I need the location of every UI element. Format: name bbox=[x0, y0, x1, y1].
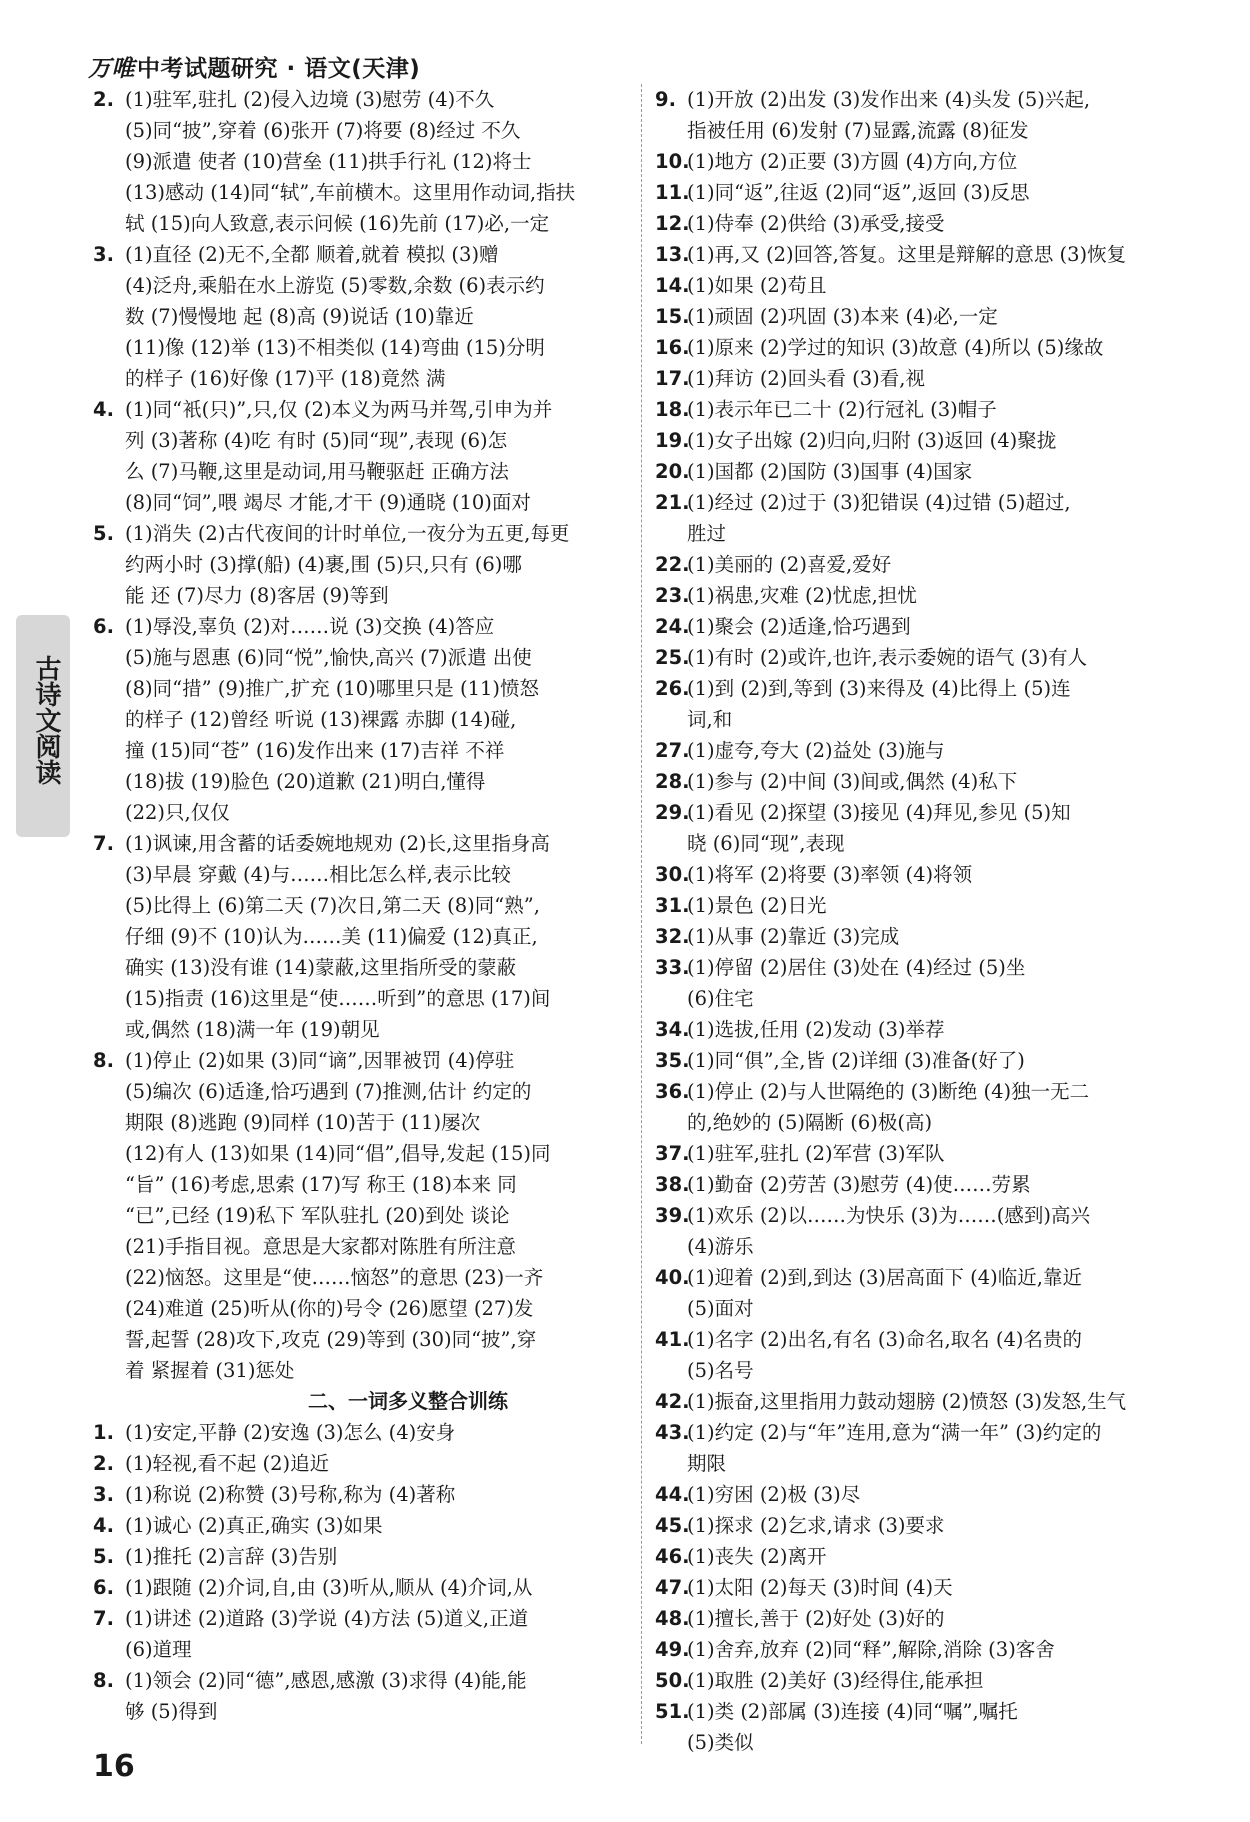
answer-item bbox=[655, 1262, 1185, 1324]
answer-number: 45. bbox=[655, 1514, 690, 1537]
answer-number: 6. bbox=[93, 1576, 114, 1599]
answer-item bbox=[655, 921, 1185, 952]
answer-item bbox=[93, 518, 633, 611]
answer-line: (12)有人 (13)如果 (14)同“倡”,倡导,发起 (15)同 bbox=[125, 1142, 551, 1165]
answer-line: (4)游乐 bbox=[687, 1235, 754, 1258]
answer-number: 3. bbox=[93, 1483, 114, 1506]
answer-line: 仔细 (9)不 (10)认为……美 (11)偏爱 (12)真正, bbox=[125, 925, 538, 948]
answer-number: 49. bbox=[655, 1638, 690, 1661]
answer-line: 够 (5)得到 bbox=[125, 1700, 218, 1723]
answer-item bbox=[93, 1510, 633, 1541]
answer-number: 7. bbox=[93, 1607, 114, 1630]
answer-line: (1)丧失 (2)离开 bbox=[687, 1545, 827, 1568]
answer-item bbox=[93, 1665, 633, 1727]
answer-number: 8. bbox=[93, 1669, 114, 1692]
answer-line: (1)约定 (2)与“年”连用,意为“满一年” (3)约定的 bbox=[687, 1421, 1102, 1444]
answer-number: 4. bbox=[93, 398, 114, 421]
answer-item bbox=[655, 952, 1185, 1014]
answer-item bbox=[93, 1448, 633, 1479]
answer-item bbox=[655, 890, 1185, 921]
answer-item bbox=[655, 177, 1185, 208]
answer-line: (18)拔 (19)脸色 (20)道歉 (21)明白,懂得 bbox=[125, 770, 486, 793]
answer-number: 42. bbox=[655, 1390, 690, 1413]
answer-line: (1)探求 (2)乞求,请求 (3)要求 bbox=[687, 1514, 945, 1537]
answer-item bbox=[655, 146, 1185, 177]
answer-item bbox=[93, 239, 633, 394]
answer-number: 13. bbox=[655, 243, 690, 266]
answer-item bbox=[655, 1696, 1185, 1758]
answer-item bbox=[655, 611, 1185, 642]
answer-number: 28. bbox=[655, 770, 690, 793]
answer-item bbox=[655, 456, 1185, 487]
answer-number: 21. bbox=[655, 491, 690, 514]
answer-line: (8)同“饲”,喂 竭尽 才能,才干 (9)通晓 (10)面对 bbox=[125, 491, 531, 514]
answer-line: (1)选拔,任用 (2)发动 (3)举荐 bbox=[687, 1018, 945, 1041]
answer-line: (15)指责 (16)这里是“使……听到”的意思 (17)间 bbox=[125, 987, 551, 1010]
answer-line: 约两小时 (3)撑(船) (4)裹,围 (5)只,只有 (6)哪 bbox=[125, 553, 522, 576]
answer-line: (1)拜访 (2)回头看 (3)看,视 bbox=[687, 367, 925, 390]
answer-item bbox=[655, 859, 1185, 890]
page-header bbox=[88, 50, 420, 83]
answer-line: (1)消失 (2)古代夜间的计时单位,一夜分为五更,每更 bbox=[125, 522, 570, 545]
column-divider bbox=[641, 84, 642, 1744]
answer-line: (1)景色 (2)日光 bbox=[687, 894, 827, 917]
answer-line: 的样子 (16)好像 (17)平 (18)竟然 满 bbox=[125, 367, 446, 390]
answer-line: (1)再,又 (2)回答,答复。这里是辩解的意思 (3)恢复 bbox=[687, 243, 1127, 266]
answer-number: 4. bbox=[93, 1514, 114, 1537]
answer-line: (1)聚会 (2)适逢,恰巧遇到 bbox=[687, 615, 911, 638]
answer-item bbox=[655, 1169, 1185, 1200]
answer-line: (1)勤奋 (2)劳苦 (3)慰劳 (4)使……劳累 bbox=[687, 1173, 1031, 1196]
answer-item bbox=[655, 1541, 1185, 1572]
answer-item bbox=[93, 828, 633, 1045]
answer-line: 誓,起誓 (28)攻下,攻克 (29)等到 (30)同“披”,穿 bbox=[125, 1328, 537, 1351]
answer-number: 17. bbox=[655, 367, 690, 390]
answer-item bbox=[93, 1572, 633, 1603]
answer-line: (1)跟随 (2)介词,自,由 (3)听从,顺从 (4)介词,从 bbox=[125, 1576, 533, 1599]
answer-line: (1)停止 (2)与人世隔绝的 (3)断绝 (4)独一无二 bbox=[687, 1080, 1090, 1103]
answer-line: 么 (7)马鞭,这里是动词,用马鞭驱赶 正确方法 bbox=[125, 460, 509, 483]
answer-list-part-two bbox=[93, 1417, 633, 1727]
answer-line: 的,绝妙的 (5)隔断 (6)极(高) bbox=[687, 1111, 933, 1134]
answer-number: 51. bbox=[655, 1700, 690, 1723]
answer-number: 12. bbox=[655, 212, 690, 235]
answer-item bbox=[93, 1603, 633, 1665]
answer-item bbox=[655, 1045, 1185, 1076]
answer-line: (1)参与 (2)中间 (3)间或,偶然 (4)私下 bbox=[687, 770, 1018, 793]
answer-number: 30. bbox=[655, 863, 690, 886]
answer-line: (24)难道 (25)听从(你的)号令 (26)愿望 (27)发 bbox=[125, 1297, 534, 1320]
answer-line: 期限 (8)逃跑 (9)同样 (10)苦于 (11)屡次 bbox=[125, 1111, 481, 1134]
answer-item bbox=[93, 1541, 633, 1572]
answer-item bbox=[655, 1386, 1185, 1417]
answer-line: (3)早晨 穿戴 (4)与……相比怎么样,表示比较 bbox=[125, 863, 511, 886]
answer-number: 23. bbox=[655, 584, 690, 607]
answer-item bbox=[655, 394, 1185, 425]
answer-line: 列 (3)著称 (4)吃 有时 (5)同“现”,表现 (6)怎 bbox=[125, 429, 508, 452]
answer-item bbox=[93, 1417, 633, 1448]
answer-number: 16. bbox=[655, 336, 690, 359]
answer-number: 15. bbox=[655, 305, 690, 328]
answer-number: 40. bbox=[655, 1266, 690, 1289]
answer-item bbox=[655, 239, 1185, 270]
answer-line: 或,偶然 (18)满一年 (19)朝见 bbox=[125, 1018, 380, 1041]
answer-line: (1)驻军,驻扎 (2)侵入边境 (3)慰劳 (4)不久 bbox=[125, 88, 495, 111]
answer-line: 词,和 bbox=[687, 708, 733, 731]
answer-number: 11. bbox=[655, 181, 690, 204]
answer-line: 数 (7)慢慢地 起 (8)高 (9)说话 (10)靠近 bbox=[125, 305, 474, 328]
answer-list-right bbox=[655, 84, 1185, 1758]
answer-number: 31. bbox=[655, 894, 690, 917]
answer-number: 32. bbox=[655, 925, 690, 948]
answer-line: (1)直径 (2)无不,全都 顺着,就着 模拟 (3)赠 bbox=[125, 243, 499, 266]
answer-line: (6)道理 bbox=[125, 1638, 192, 1661]
answer-line: (1)领会 (2)同“德”,感恩,感激 (3)求得 (4)能,能 bbox=[125, 1669, 527, 1692]
answer-line: (1)称说 (2)称赞 (3)号称,称为 (4)著称 bbox=[125, 1483, 456, 1506]
section-title: 二、一词多义整合训练 bbox=[308, 1389, 508, 1413]
answer-line: 的样子 (12)曾经 听说 (13)裸露 赤脚 (14)碰, bbox=[125, 708, 517, 731]
answer-number: 38. bbox=[655, 1173, 690, 1196]
answer-line: (1)推托 (2)言辞 (3)告别 bbox=[125, 1545, 338, 1568]
answer-line: (1)从事 (2)靠近 (3)完成 bbox=[687, 925, 900, 948]
answer-number: 34. bbox=[655, 1018, 690, 1041]
answer-number: 35. bbox=[655, 1049, 690, 1072]
brand-logo: 万唯 bbox=[88, 56, 135, 82]
answer-item bbox=[655, 1138, 1185, 1169]
answer-number: 50. bbox=[655, 1669, 690, 1692]
answer-item bbox=[93, 394, 633, 518]
answer-number: 43. bbox=[655, 1421, 690, 1444]
answer-line: (5)编次 (6)适逢,恰巧遇到 (7)推测,估计 约定的 bbox=[125, 1080, 532, 1103]
answer-line: 晓 (6)同“现”,表现 bbox=[687, 832, 845, 855]
answer-number: 22. bbox=[655, 553, 690, 576]
answer-line: (1)看见 (2)探望 (3)接见 (4)拜见,参见 (5)知 bbox=[687, 801, 1071, 824]
book-title: 中考试题研究 · 语文(天津) bbox=[137, 56, 421, 82]
answer-item bbox=[655, 425, 1185, 456]
answer-item bbox=[655, 1634, 1185, 1665]
answer-line: (1)穷困 (2)极 (3)尽 bbox=[687, 1483, 861, 1506]
answer-line: (1)到 (2)到,等到 (3)来得及 (4)比得上 (5)连 bbox=[687, 677, 1071, 700]
answer-number: 1. bbox=[93, 1421, 114, 1444]
answer-item bbox=[655, 766, 1185, 797]
answer-number: 14. bbox=[655, 274, 690, 297]
answer-number: 18. bbox=[655, 398, 690, 421]
answer-line: (1)原来 (2)学过的知识 (3)故意 (4)所以 (5)缘故 bbox=[687, 336, 1104, 359]
answer-number: 6. bbox=[93, 615, 114, 638]
answer-line: (5)比得上 (6)第二天 (7)次日,第二天 (8)同“熟”, bbox=[125, 894, 540, 917]
answer-line: (1)同“俱”,全,皆 (2)详细 (3)准备(好了) bbox=[687, 1049, 1025, 1072]
answer-line: 轼 (15)向人致意,表示问候 (16)先前 (17)必,一定 bbox=[125, 212, 550, 235]
answer-item bbox=[655, 549, 1185, 580]
answer-line: (1)太阳 (2)每天 (3)时间 (4)天 bbox=[687, 1576, 953, 1599]
left-column bbox=[93, 84, 633, 1727]
answer-item bbox=[655, 332, 1185, 363]
answer-line: (1)经过 (2)过于 (3)犯错误 (4)过错 (5)超过, bbox=[687, 491, 1071, 514]
answer-line: (1)轻视,看不起 (2)追近 bbox=[125, 1452, 330, 1475]
answer-line: (1)有时 (2)或许,也许,表示委婉的语气 (3)有人 bbox=[687, 646, 1088, 669]
answer-line: (22)恼怒。这里是“使……恼怒”的意思 (23)一齐 bbox=[125, 1266, 544, 1289]
answer-line: (1)顽固 (2)巩固 (3)本来 (4)必,一定 bbox=[687, 305, 998, 328]
answer-item bbox=[655, 735, 1185, 766]
answer-line: (1)停留 (2)居住 (3)处在 (4)经过 (5)坐 bbox=[687, 956, 1026, 979]
answer-number: 10. bbox=[655, 150, 690, 173]
answer-line: (1)安定,平静 (2)安逸 (3)怎么 (4)安身 bbox=[125, 1421, 456, 1444]
right-column bbox=[655, 84, 1185, 1758]
answer-line: (1)祸患,灾难 (2)忧虑,担忧 bbox=[687, 584, 917, 607]
answer-item bbox=[655, 1603, 1185, 1634]
answer-line: (1)辱没,辜负 (2)对……说 (3)交换 (4)答应 bbox=[125, 615, 495, 638]
answer-item bbox=[655, 1324, 1185, 1386]
answer-line: (1)振奋,这里指用力鼓动翅膀 (2)愤怒 (3)发怒,生气 bbox=[687, 1390, 1127, 1413]
answer-number: 25. bbox=[655, 646, 690, 669]
answer-number: 3. bbox=[93, 243, 114, 266]
answer-line: (11)像 (12)举 (13)不相类似 (14)弯曲 (15)分明 bbox=[125, 336, 545, 359]
answer-number: 8. bbox=[93, 1049, 114, 1072]
side-tab-label: 古诗文阅读 bbox=[31, 655, 61, 785]
answer-line: (1)侍奉 (2)供给 (3)承受,接受 bbox=[687, 212, 945, 235]
answer-line: “已”,已经 (19)私下 军队驻扎 (20)到处 谈论 bbox=[125, 1204, 510, 1227]
answer-number: 46. bbox=[655, 1545, 690, 1568]
answer-number: 5. bbox=[93, 1545, 114, 1568]
answer-item bbox=[655, 487, 1185, 549]
answer-item bbox=[655, 1200, 1185, 1262]
answer-number: 48. bbox=[655, 1607, 690, 1630]
answer-number: 41. bbox=[655, 1328, 690, 1351]
answer-item bbox=[655, 1510, 1185, 1541]
answer-number: 9. bbox=[655, 88, 676, 111]
answer-number: 20. bbox=[655, 460, 690, 483]
answer-item bbox=[655, 797, 1185, 859]
answer-item bbox=[93, 611, 633, 828]
answer-line: 指被任用 (6)发射 (7)显露,流露 (8)征发 bbox=[687, 119, 1029, 142]
answer-line: (1)女子出嫁 (2)归向,归附 (3)返回 (4)聚拢 bbox=[687, 429, 1057, 452]
answer-line: (1)表示年已二十 (2)行冠礼 (3)帽子 bbox=[687, 398, 997, 421]
answer-line: (1)国都 (2)国防 (3)国事 (4)国家 bbox=[687, 460, 973, 483]
answer-item bbox=[655, 1014, 1185, 1045]
answer-number: 24. bbox=[655, 615, 690, 638]
answer-item bbox=[655, 642, 1185, 673]
answer-number: 33. bbox=[655, 956, 690, 979]
answer-item bbox=[655, 1665, 1185, 1696]
answer-item bbox=[93, 1045, 633, 1386]
answer-number: 36. bbox=[655, 1080, 690, 1103]
answer-line: 期限 bbox=[687, 1452, 727, 1475]
answer-line: (1)地方 (2)正要 (3)方圆 (4)方向,方位 bbox=[687, 150, 1018, 173]
answer-item bbox=[655, 1417, 1185, 1479]
answer-line: 着 紧握着 (31)惩处 bbox=[125, 1359, 295, 1382]
answer-line: (1)停止 (2)如果 (3)同“谪”,因罪被罚 (4)停驻 bbox=[125, 1049, 515, 1072]
answer-number: 26. bbox=[655, 677, 690, 700]
answer-item bbox=[655, 1076, 1185, 1138]
answer-line: (1)虚夸,夸大 (2)益处 (3)施与 bbox=[687, 739, 945, 762]
answer-line: (1)驻军,驻扎 (2)军营 (3)军队 bbox=[687, 1142, 945, 1165]
answer-line: (4)泛舟,乘船在水上游览 (5)零数,余数 (6)表示约 bbox=[125, 274, 545, 297]
answer-line: (1)迎着 (2)到,到达 (3)居高面下 (4)临近,靠近 bbox=[687, 1266, 1082, 1289]
answer-line: (1)诚心 (2)真正,确实 (3)如果 bbox=[125, 1514, 383, 1537]
answer-line: 撞 (15)同“苍” (16)发作出来 (17)吉祥 不祥 bbox=[125, 739, 505, 762]
answer-item bbox=[655, 1479, 1185, 1510]
answer-line: (8)同“措” (9)推广,扩充 (10)哪里只是 (11)愤怒 bbox=[125, 677, 540, 700]
answer-list-part-one bbox=[93, 84, 633, 1386]
answer-line: 能 还 (7)尽力 (8)客居 (9)等到 bbox=[125, 584, 389, 607]
answer-line: (21)手指目视。意思是大家都对陈胜有所注意 bbox=[125, 1235, 517, 1258]
answer-line: “旨” (16)考虑,思索 (17)写 称王 (18)本来 同 bbox=[125, 1173, 517, 1196]
answer-number: 2. bbox=[93, 1452, 114, 1475]
answer-line: (1)讽谏,用含蓄的话委婉地规劝 (2)长,这里指身高 bbox=[125, 832, 550, 855]
answer-line: (1)将军 (2)将要 (3)率领 (4)将领 bbox=[687, 863, 973, 886]
answer-line: (1)如果 (2)苟且 bbox=[687, 274, 827, 297]
answer-number: 27. bbox=[655, 739, 690, 762]
answer-line: (1)美丽的 (2)喜爱,爱好 bbox=[687, 553, 892, 576]
answer-line: (22)只,仅仅 bbox=[125, 801, 230, 824]
answer-line: (5)施与恩惠 (6)同“悦”,愉快,高兴 (7)派遣 出使 bbox=[125, 646, 532, 669]
answer-line: (1)同“返”,往返 (2)同“返”,返回 (3)反思 bbox=[687, 181, 1030, 204]
answer-line: (1)同“衹(只)”,只,仅 (2)本义为两马并驾,引申为并 bbox=[125, 398, 553, 421]
answer-item bbox=[655, 580, 1185, 611]
answer-line: 胜过 bbox=[687, 522, 727, 545]
answer-line: (1)擅长,善于 (2)好处 (3)好的 bbox=[687, 1607, 945, 1630]
answer-line: (1)开放 (2)出发 (3)发作出来 (4)头发 (5)兴起, bbox=[687, 88, 1091, 111]
answer-item bbox=[93, 84, 633, 239]
answer-item bbox=[655, 363, 1185, 394]
answer-line: (9)派遣 使者 (10)营垒 (11)拱手行礼 (12)将士 bbox=[125, 150, 532, 173]
answer-line: (1)取胜 (2)美好 (3)经得住,能承担 bbox=[687, 1669, 984, 1692]
answer-item bbox=[655, 673, 1185, 735]
answer-line: (5)同“披”,穿着 (6)张开 (7)将要 (8)经过 不久 bbox=[125, 119, 521, 142]
answer-item bbox=[655, 270, 1185, 301]
answer-number: 37. bbox=[655, 1142, 690, 1165]
answer-number: 44. bbox=[655, 1483, 690, 1506]
page-number: 16 bbox=[93, 1749, 135, 1784]
side-tab bbox=[16, 615, 70, 837]
answer-number: 29. bbox=[655, 801, 690, 824]
answer-number: 47. bbox=[655, 1576, 690, 1599]
answer-line: (1)类 (2)部属 (3)连接 (4)同“嘱”,嘱托 bbox=[687, 1700, 1018, 1723]
answer-item bbox=[93, 1479, 633, 1510]
answer-number: 39. bbox=[655, 1204, 690, 1227]
answer-line: (13)感动 (14)同“轼”,车前横木。这里用作动词,指扶 bbox=[125, 181, 576, 204]
answer-line: (1)讲述 (2)道路 (3)学说 (4)方法 (5)道义,正道 bbox=[125, 1607, 529, 1630]
answer-number: 19. bbox=[655, 429, 690, 452]
answer-item bbox=[655, 301, 1185, 332]
answer-number: 7. bbox=[93, 832, 114, 855]
answer-line: (5)面对 bbox=[687, 1297, 754, 1320]
answer-number: 2. bbox=[93, 88, 114, 111]
answer-line: (6)住宅 bbox=[687, 987, 754, 1010]
answer-line: (5)类似 bbox=[687, 1731, 754, 1754]
answer-line: (1)名字 (2)出名,有名 (3)命名,取名 (4)名贵的 bbox=[687, 1328, 1082, 1351]
answer-line: (5)名号 bbox=[687, 1359, 754, 1382]
answer-line: 确实 (13)没有谁 (14)蒙蔽,这里指所受的蒙蔽 bbox=[125, 956, 517, 979]
answer-item bbox=[655, 84, 1185, 146]
answer-number: 5. bbox=[93, 522, 114, 545]
answer-item bbox=[655, 1572, 1185, 1603]
answer-line: (1)欢乐 (2)以……为快乐 (3)为……(感到)高兴 bbox=[687, 1204, 1090, 1227]
answer-item bbox=[655, 208, 1185, 239]
answer-line: (1)舍弃,放弃 (2)同“释”,解除,消除 (3)客舍 bbox=[687, 1638, 1055, 1661]
